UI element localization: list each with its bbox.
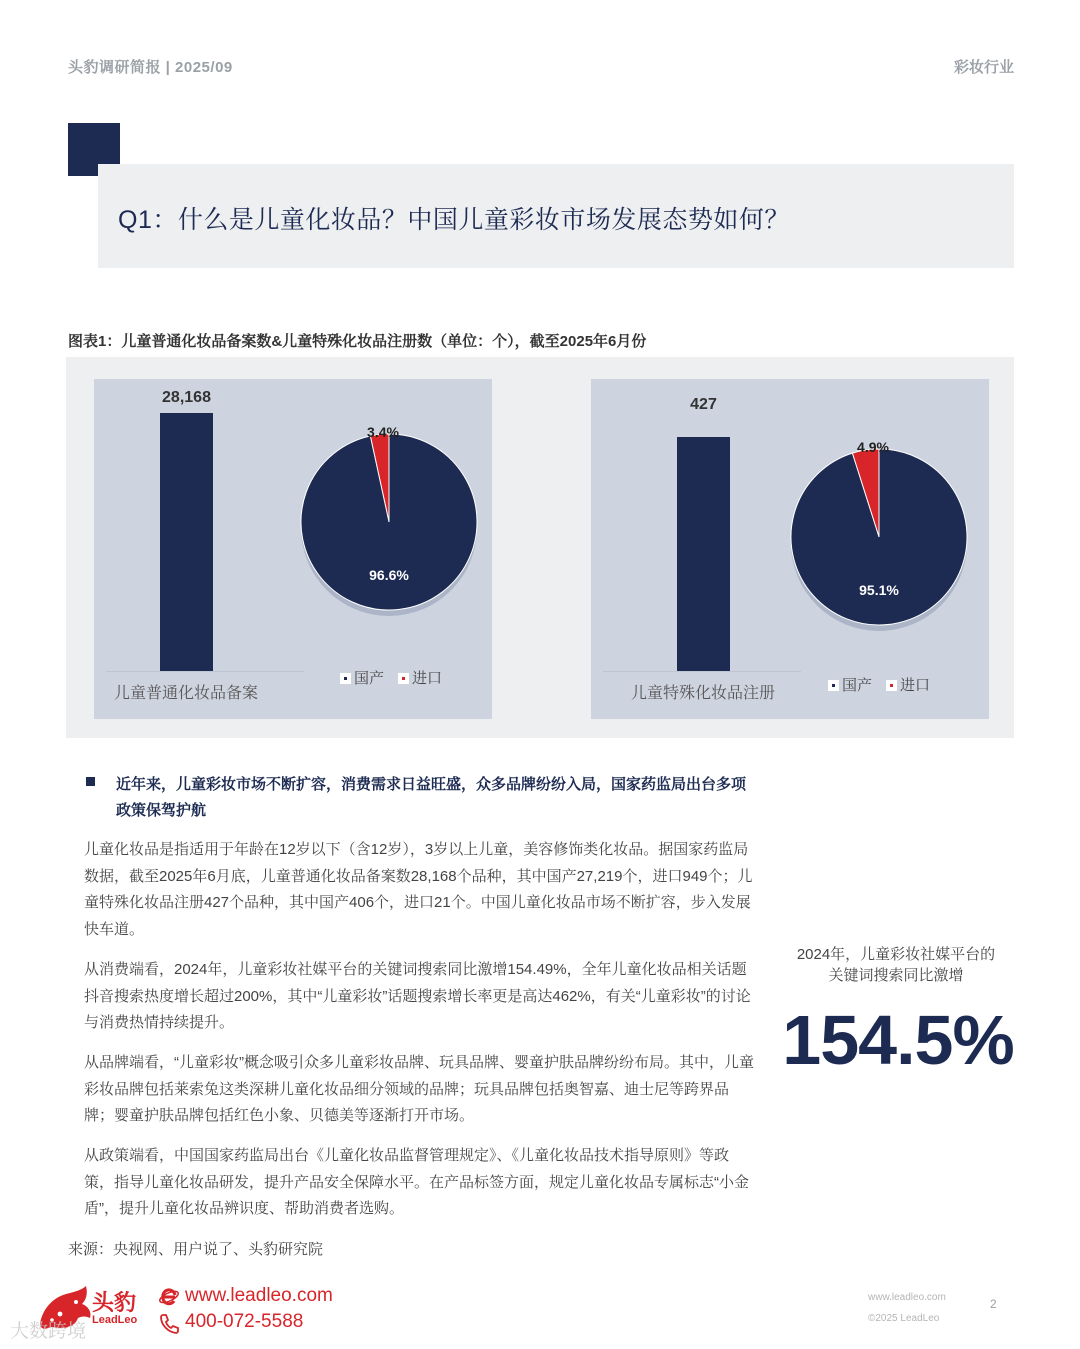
legend-label-import: 进口	[412, 670, 443, 687]
figure-caption: 图表1：儿童普通化妆品备案数&儿童特殊化妆品注册数（单位：个），截至2025年6月份	[68, 333, 647, 350]
legend-swatch-domestic	[832, 684, 835, 687]
pie-label-import: 4.9%	[857, 439, 889, 455]
paragraph-policy: 从政策端看，中国国家药监局出台《儿童化妆品监督管理规定》、《儿童化妆品技术指导原则》等政策，指导儿童化妆品研发，提升产品安全保障水平。在产品标签方面，规定儿童化妆品专属标志“小金盾”，提升儿童化妆品辨识度、帮助消费者选购。	[84, 1147, 749, 1217]
legend-swatch-import	[890, 684, 893, 687]
bar-value-label: 28,168	[162, 389, 211, 406]
pie-label-domestic: 96.6%	[369, 567, 409, 584]
bar-category-label: 儿童普通化妆品备案	[113, 685, 259, 702]
pie-slice-domestic	[791, 449, 967, 625]
legend-label-domestic: 国产	[842, 677, 873, 694]
industry-label: 彩妆行业	[953, 59, 1014, 76]
chart-panel-special	[591, 379, 989, 719]
logo-chinese-name: 头豹	[92, 1290, 137, 1315]
legend-label-domestic: 国产	[354, 670, 385, 687]
logo-english-name: LeadLeo	[92, 1314, 138, 1326]
legend-swatch-domestic	[344, 677, 347, 680]
legend-label-import: 进口	[900, 677, 931, 694]
bar-category-label: 儿童特殊化妆品注册	[630, 685, 776, 702]
page-number: 2	[990, 1297, 997, 1311]
question-title: Q1：什么是儿童化妆品？中国儿童彩妆市场发展态势如何？	[118, 206, 790, 234]
bar-mark	[677, 437, 730, 671]
pie-slice-domestic	[301, 434, 477, 610]
bullet-marker	[86, 777, 95, 786]
bar-value-label: 427	[690, 396, 717, 413]
footer-site: www.leadleo.com	[868, 1292, 946, 1303]
paragraph-consumption: 从消费端看，2024年，儿童彩妆社媒平台的关键词搜索同比激增154.49%，全年儿童化妆品相关话题抖音搜索热度增长超过200%，其中“儿童彩妆”话题搜索增长率更是高达462%，有关“儿童彩妆”的讨论与消费热情持续提升。	[84, 961, 751, 1031]
bar-mark	[160, 413, 213, 671]
chart-svg-special	[591, 379, 989, 719]
website-link[interactable]: www.leadleo.com	[185, 1285, 333, 1306]
chart-panel-ordinary	[94, 379, 492, 719]
stat-label: 2024年，儿童彩妆社媒平台的关键词搜索同比激增	[796, 946, 996, 984]
pie-label-domestic: 95.1%	[859, 582, 899, 599]
paragraph-brands: 从品牌端看，“儿童彩妆”概念吸引众多儿童彩妆品牌、玩具品牌、婴童护肤品牌纷纷布局。其中，儿童彩妆品牌包括莱索兔这类深耕儿童化妆品细分领域的品牌；玩具品牌包括奥智嘉、迪士尼等跨界品牌；婴童护肤品牌包括红色小象、贝德美等逐渐打开市场。	[84, 1054, 754, 1124]
report-header-title: 头豹调研简报 | 2025/09	[68, 59, 233, 76]
legend-swatch-import	[402, 677, 405, 680]
stat-value: 154.5%	[782, 1001, 1014, 1079]
phone-number: 400-072-5588	[185, 1311, 304, 1332]
phone-icon	[158, 1312, 180, 1334]
section-heading: 近年来，儿童彩妆市场不断扩容，消费需求日益旺盛，众多品牌纷纷入局，国家药监局出台多项政策保驾护航	[116, 776, 747, 819]
paragraph-definition: 儿童化妆品是指适用于年龄在12岁以下（含12岁），3岁以上儿童，美容修饰类化妆品。据国家药监局数据，截至2025年6月底，儿童普通化妆品备案数28,168个品种，其中国产27,219个，进口949个；儿童特殊化妆品注册427个品种，其中国产406个，进口21个。中国儿童化妆品市场不断扩容，步入发展快车道。	[84, 841, 753, 938]
chart-svg-ordinary	[94, 379, 492, 719]
footer-copyright: ©2025 LeadLeo	[868, 1313, 940, 1324]
pie-label-import: 3.4%	[367, 424, 399, 440]
source-note: 来源：央视网、用户说了、头豹研究院	[68, 1241, 324, 1258]
watermark-text: 大数跨境	[10, 1321, 87, 1342]
browser-icon	[158, 1286, 180, 1308]
